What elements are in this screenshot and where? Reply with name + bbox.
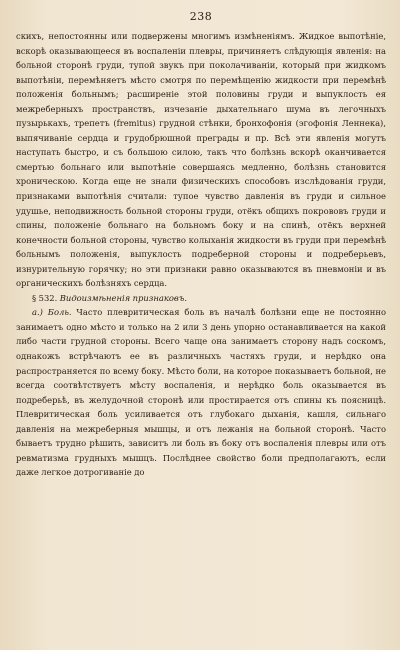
section-title: Видоизмѣненія признаковъ. [59, 292, 188, 303]
page-body [16, 29, 386, 480]
paragraph-pain [16, 305, 386, 480]
paragraph-pleural-effusion: скихъ, непостоянны или подвержены многимъ измѣненіямъ. Жидкое выпотѣніе, вскорѣ оказывающееся въ воспаленіи плевры, причиняетъ слѣдующія явленія: на больной сторонѣ груди, тупой звукъ при поколачиваніи, который при жидкомъ выпотѣніи, перемѣняетъ мѣсто смотря по перемѣщенію жидкости при перемѣнѣ положенія больнымъ; расширеніе этой половины груди и выпуклость ея межреберныхъ пространствъ, изчезаніе дыхательнаго шума въ легочныхъ пузырькахъ, трепетъ (fremitus) грудной стѣнки, бронхофонія (эгофонія Леннека), выпячиваніе сердца и грудобрюшной преграды и пр. Всѣ эти явленія могутъ наступать быстро, и съ большою силою, такъ что болѣзнь вскорѣ оканчивается смертью больнаго или выпотѣніе совершаясь медленно, болѣзнь становится хроническою. Когда еще не знали физическихъ способовъ изслѣдованія груди, признаками выпотѣнія считали: тупое чувство давленія въ груди и сильное удушье, неподвижность больной стороны груди, отёкъ общихъ покрововъ груди и спины, положеніе больнаго на больномъ боку и на спинѣ, отёкъ верхней конечности больной стороны, чувство колыханія жидкости въ груди при перемѣнѣ больнымъ положенія, выпуклость подреберной стороны и подреберьевъ, изнурительную горячку; но эти признаки равно оказываются въ пневмоніи и въ органическихъ болѣзняхъ сердца. [16, 31, 386, 289]
section-heading [16, 291, 386, 306]
section-number: § 532. [32, 292, 58, 303]
paragraph-pain-text: Часто плевритическая боль въ началѣ болѣзни еще не постоянно занимаетъ одно мѣсто и только на 2 или 3 день упорно останавливается на какой либо части грудной стороны. Всего чаще она занимаетъ сторону надъ соскомъ, однакожъ встрѣчаютъ ее въ различныхъ частяхъ груди, и нерѣдко она распространяется по всему боку. Мѣсто боли, на которое показываетъ больной, не всегда соотвѣтствуетъ мѣсту воспаленія, и нерѣдко боль оказывается въ подреберьѣ, въ желудочной сторонѣ или простирается отъ спины къ поясницѣ. Плевритическая боль усиливается отъ глубокаго дыханія, кашля, сильнаго давленія на межреберныя мышцы, и отъ лежанія на больной сторонѣ. Часто бываетъ трудно рѣшить, зависитъ ли боль въ боку отъ воспаленія плевры или отъ ревматизма грудныхъ мышцъ. Послѣднее свойство боли предполагаютъ, если даже легкое дотрогиваніе до [16, 307, 387, 478]
paragraph-label: а.) Боль. [32, 307, 72, 318]
page-number: 238 [189, 10, 213, 23]
